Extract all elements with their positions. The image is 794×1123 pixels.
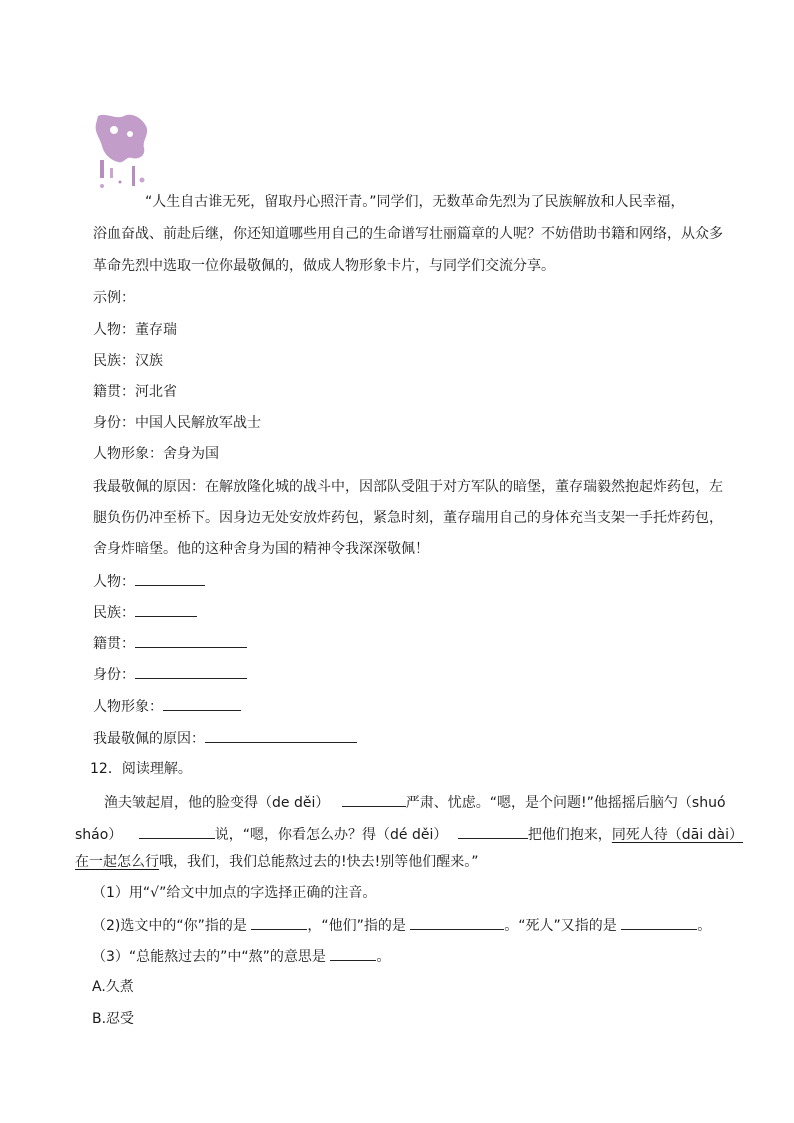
form-ethnicity-blank[interactable] — [135, 601, 197, 617]
form-identity-label: 身份： — [93, 667, 135, 683]
form-reason-label: 我最敬佩的原因： — [93, 731, 205, 747]
sub3-text: （3）“总能熬过去的”中“熬”的意思是 — [92, 949, 326, 965]
example-hometown: 籍贯：河北省 — [93, 384, 177, 400]
sub2-text: （2)选文中的“你”指的是 — [92, 918, 247, 934]
passage-text: 把他们抱来， — [527, 827, 612, 843]
example-label: 示例： — [93, 290, 135, 306]
sub2-blank-1[interactable] — [251, 914, 307, 930]
form-hometown-label: 籍贯： — [93, 636, 135, 652]
example-person: 人物：董存瑞 — [93, 322, 177, 338]
sub-question-2 — [92, 914, 711, 936]
passage-blank-1[interactable] — [342, 791, 406, 807]
form-reason-row — [93, 727, 357, 749]
passage-text: 说，“嗯，你看怎么办？得（dé děi） — [214, 827, 448, 843]
sub3-text: 。 — [376, 949, 391, 965]
form-person-label: 人物： — [93, 574, 135, 590]
form-identity-row — [93, 663, 247, 685]
form-identity-blank[interactable] — [135, 663, 247, 679]
sub2-blank-2[interactable] — [410, 914, 504, 930]
intro-line-2: 浴血奋战、前赴后继，你还知道哪些用自己的生命谱写壮丽篇章的人呢？不妨借助书籍和网络，从众多 — [93, 226, 723, 242]
form-reason-blank[interactable] — [205, 727, 357, 743]
form-hometown-blank[interactable] — [135, 632, 247, 648]
form-ethnicity-row — [93, 601, 197, 623]
form-person-row — [93, 570, 205, 592]
form-hometown-row — [93, 632, 247, 654]
passage-text: 渔夫皱起眉，他的脸变得（de děi） — [104, 795, 330, 811]
option-b[interactable]: B.忍受 — [92, 1011, 135, 1027]
passage-line-2 — [75, 823, 743, 845]
sub2-blank-3[interactable] — [621, 914, 697, 930]
question-12-title: 12．阅读理解。 — [90, 761, 192, 777]
sub-question-1: （1）用“√”给文中加点的字选择正确的注音。 — [92, 885, 377, 901]
passage-line-1 — [104, 791, 726, 813]
sub3-blank[interactable] — [330, 945, 376, 961]
sub2-text: 。 — [697, 918, 712, 934]
passage-text: 哦，我们，我们总能熬过去的!快去!别等他们醒来。” — [159, 854, 479, 870]
example-reason-line-1: 我最敬佩的原因：在解放隆化城的战斗中，因部队受阻于对方军队的暗堡，董存瑞毅然抱起炸药包，左 — [93, 479, 723, 495]
passage-blank-3[interactable] — [458, 823, 528, 839]
example-ethnicity: 民族：汉族 — [93, 353, 163, 369]
decorative-stamp-image — [92, 110, 154, 194]
passage-blank-2[interactable] — [139, 823, 215, 839]
passage-text: 严肃、忧虑。“嗯，是个问题!”他摇摇后脑勺（shuó — [405, 795, 726, 811]
intro-line-1: “人生自古谁无死，留取丹心照汗青。”同学们，无数革命先烈为了民族解放和人民幸福， — [145, 194, 685, 210]
option-a[interactable]: A.久煮 — [92, 979, 134, 995]
sub2-text: ，“他们”指的是 — [307, 918, 406, 934]
example-identity: 身份：中国人民解放军战士 — [93, 415, 261, 431]
sub2-text: 。“死人”又指的是 — [504, 918, 617, 934]
form-image-blank[interactable] — [163, 695, 241, 711]
underlined-phrase: 在一起怎么行 — [75, 854, 159, 870]
form-image-label: 人物形象： — [93, 699, 163, 715]
example-reason-line-3: 舍身炸暗堡。他的这种舍身为国的精神令我深深敬佩！ — [93, 541, 429, 557]
passage-line-3 — [75, 852, 478, 872]
form-image-row — [93, 695, 241, 717]
underlined-phrase: 同死人待（dāi dài） — [611, 827, 743, 843]
form-person-blank[interactable] — [135, 570, 205, 586]
intro-line-3: 革命先烈中选取一位你最敬佩的，做成人物形象卡片，与同学们交流分享。 — [93, 258, 555, 274]
form-ethnicity-label: 民族： — [93, 605, 135, 621]
example-image: 人物形象：舍身为国 — [93, 446, 219, 462]
example-reason-line-2: 腿负伤仍冲至桥下。因身边无处安放炸药包，紧急时刻，董存瑞用自己的身体充当支架一手托炸药包， — [93, 510, 723, 526]
sub-question-3 — [92, 945, 390, 967]
passage-text: sháo） — [75, 827, 123, 843]
